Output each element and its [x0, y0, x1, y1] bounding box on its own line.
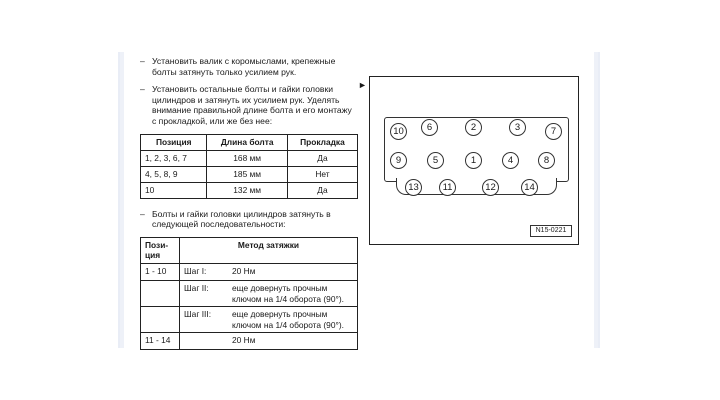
figure-reference-label: N15-0221 — [530, 225, 572, 237]
instruction-step-1 — [140, 56, 358, 77]
bolt-marker: 13 — [405, 179, 422, 196]
table-row — [141, 280, 358, 306]
header-gasket: Прокладка — [287, 134, 357, 150]
cell-position — [141, 280, 180, 306]
table-row — [141, 182, 358, 198]
dash-marker: – — [140, 208, 145, 219]
cell-position: 10 — [141, 182, 207, 198]
table-row — [141, 263, 358, 280]
cell-value: еще довернуть прочным ключом на 1/4 оборота (90°). — [228, 307, 358, 333]
cell-gasket: Да — [287, 182, 357, 198]
instruction-text: Установить валик с коромыслами, крепежные болты затянуть только усилием рук. — [152, 56, 336, 77]
header-position: Позиция — [141, 134, 207, 150]
bolt-marker: 4 — [502, 152, 519, 169]
dash-marker: – — [140, 56, 145, 66]
bolt-marker: 5 — [427, 152, 444, 169]
bolt-marker: 2 — [465, 119, 482, 136]
bolt-marker: 8 — [538, 152, 555, 169]
instruction-step-2 — [140, 84, 358, 126]
cell-position — [141, 307, 180, 333]
bolt-marker: 1 — [465, 152, 482, 169]
bolt-length-table — [140, 134, 358, 199]
cell-value: 20 Нм — [228, 263, 358, 280]
pointer-arrow-icon: ► — [358, 80, 367, 90]
bolt-marker: 3 — [509, 119, 526, 136]
cell-step: Шаг I: — [180, 263, 229, 280]
dash-marker: – — [140, 84, 145, 95]
instruction-text: Установить остальные болты и гайки головки цилиндров и затянуть их усилием рук. Уделять внимание правильной длине болта и его монтажу с прокладкой, или же без нее: — [152, 84, 352, 126]
table-row — [141, 150, 358, 166]
cell-length: 168 мм — [207, 150, 287, 166]
instructions-column — [140, 56, 358, 350]
bolt-marker: 7 — [545, 123, 562, 140]
cell-value: 20 Нм — [228, 333, 358, 350]
cell-value: еще довернуть прочным ключом на 1/4 оборота (90°). — [228, 280, 358, 306]
cell-position: 1 - 10 — [141, 263, 180, 280]
cell-gasket: Нет — [287, 166, 357, 182]
cell-step: Шаг III: — [180, 307, 229, 333]
table-header-row — [141, 237, 358, 263]
bolt-marker: 14 — [521, 179, 538, 196]
cell-position: 11 - 14 — [141, 333, 180, 350]
torque-sequence-table — [140, 237, 358, 351]
instruction-text: Болты и гайки головки цилиндров затянуть в следующей последовательности: — [152, 208, 331, 230]
instruction-step-3 — [140, 209, 358, 230]
bolt-marker: 10 — [390, 123, 407, 140]
table-row — [141, 307, 358, 333]
cell-gasket: Да — [287, 150, 357, 166]
header-method: Метод затяжки — [180, 237, 358, 263]
cell-step: Шаг II: — [180, 280, 229, 306]
bolt-marker: 12 — [482, 179, 499, 196]
page-edge-right — [594, 52, 600, 348]
cell-position: 4, 5, 8, 9 — [141, 166, 207, 182]
cell-length: 132 мм — [207, 182, 287, 198]
cell-length: 185 мм — [207, 166, 287, 182]
table-header-row — [141, 134, 358, 150]
header-bolt-length: Длина болта — [207, 134, 287, 150]
cell-position: 1, 2, 3, 6, 7 — [141, 150, 207, 166]
bolt-marker: 6 — [421, 119, 438, 136]
header-position: Пози-ция — [141, 237, 180, 263]
bolt-marker: 9 — [390, 152, 407, 169]
table-row — [141, 166, 358, 182]
bolt-marker: 11 — [439, 179, 456, 196]
cell-step — [180, 333, 229, 350]
table-row — [141, 333, 358, 350]
